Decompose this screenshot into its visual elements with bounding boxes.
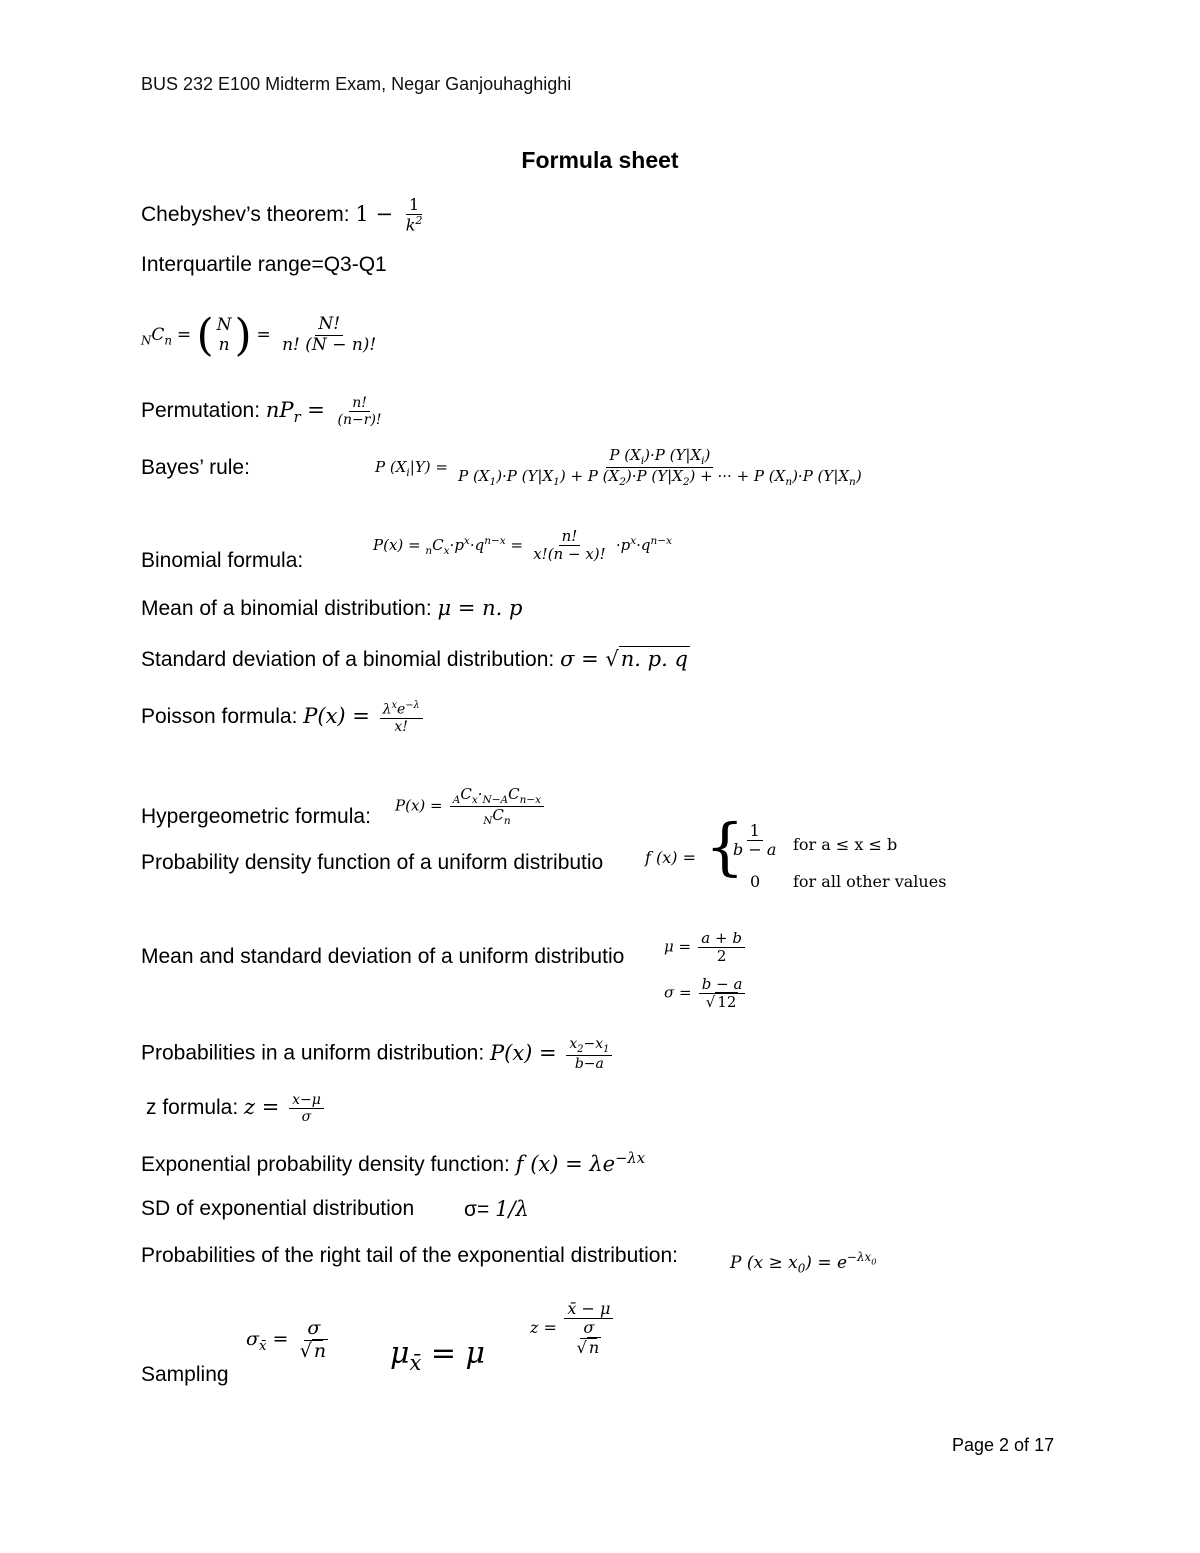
exp-pdf-row [141, 1150, 645, 1177]
binomial-mean-formula: μ = n. p [437, 596, 523, 620]
exp-sd-label: SD of exponential distribution [141, 1197, 415, 1220]
exp-right-tail-label: Probabilities of the right tail of the exponential distribution: [141, 1244, 678, 1267]
permutation-row [141, 395, 388, 428]
bayes-label: Bayes’ rule: [141, 456, 250, 479]
chebyshev-label: Chebyshev’s theorem: [141, 203, 350, 227]
z-formula: z = $\frac{x-\mu}{\sigma}$ [244, 1095, 327, 1119]
exp-right-tail-formula: P $(x \ge x_0) = e^{-\lambda x_0}$ [730, 1250, 877, 1276]
uniform-mean-sd-label: Mean and standard deviation of a uniform distributio [141, 945, 625, 968]
page-number: Page 2 of 17 [952, 1435, 1055, 1455]
iqr-label: Interquartile range=Q3-Q1 [141, 253, 387, 276]
bayes-formula: P $(X_i|Y)$ = $\frac{P (X_i)\cdot P (Y|X_i)}{P (X_1)\cdot P (Y|X_1) + P (X_2)\cdot P (Y|X_2) + \cdot\cdot\cdot + P (X_n)\cdot P (Y|X_n)}$ [375, 446, 862, 489]
binomial-mean-row [141, 596, 522, 621]
poisson-row [141, 700, 426, 735]
uniform-prob-label: Probabilities in a uniform distribution: [141, 1041, 485, 1065]
sampling-label: Sampling [141, 1363, 229, 1386]
sampling-z-formula: z = $\frac{x̄ - \mu}{\frac{\sigma}{√ n}}$ [530, 1300, 616, 1357]
uniform-mean-formula: μ = $\frac{a + b}{2}$ [664, 930, 748, 966]
binomial-sd-row [141, 647, 690, 672]
exp-pdf-formula: f $(x) = \lambda e^{-\lambda x}$ [515, 1150, 646, 1176]
hypergeometric-label: Hypergeometric formula: [141, 805, 371, 828]
page-title: Formula sheet [521, 147, 679, 173]
sampling-se-formula: $\sigma_{x̄}$ = $\frac{\sigma}{√ n}$ [246, 1317, 327, 1362]
uniform-prob-row [141, 1036, 615, 1072]
binomial-mean-label: Mean of a binomial distribution: [141, 597, 432, 620]
hypergeometric-formula: P(x) = $\frac{_AC_x\cdot_{N-A}C_{n-x}}{_NC_n}$ [395, 786, 547, 827]
exp-sd-formula: σ= 1/λ [464, 1197, 529, 1221]
z-formula-row [146, 1092, 327, 1125]
chebyshev-row [141, 196, 429, 235]
sampling-mean-formula: $\mu_{x̄} = \mu$ [390, 1336, 486, 1375]
poisson-formula: P(x) = $\frac{\lambda^xe^{-\lambda}}{x!}$ [303, 704, 425, 728]
page-header: BUS 232 E100 Midterm Exam, Negar Ganjouhaghighi [141, 74, 572, 94]
combination-formula: $_NC_n$ = ( N n ) = $\frac{N!}{n! (N - n)!}$ [141, 310, 377, 361]
binomial-sd-label: Standard deviation of a binomial distribution: [141, 648, 555, 671]
uniform-pdf-label: Probability density function of a uniform distributio [141, 851, 604, 874]
uniform-case-1: for a ≤ x ≤ b [793, 835, 898, 854]
chebyshev-formula: 1 − $\frac{1}{k^2}$ [355, 195, 423, 235]
poisson-label: Poisson formula: [141, 704, 298, 728]
binomial-sd-formula: σ = √n. p. q [560, 647, 688, 671]
uniform-case-2: for all other values [793, 872, 947, 891]
exp-pdf-label: Exponential probability density function: [141, 1153, 510, 1176]
z-formula-label: z formula: [146, 1096, 239, 1120]
uniform-prob-formula: P(x) = $\frac{x_2-x_1}{b-a}$ [490, 1041, 615, 1065]
permutation-label: Permutation: [141, 399, 261, 423]
binomial-label: Binomial formula: [141, 549, 304, 572]
binomial-formula: $P(x) = _nC_x\cdot p^x\cdot q^{n-x}$ = $\frac{n!}{x!(n - x)!}$ $\cdot p^x\cdot q^{n-x}$ [373, 527, 672, 564]
uniform-sd-formula: σ = $\frac{b - a}{√ 12}$ [664, 976, 748, 1012]
permutation-formula: $nP_r$ = $\frac{n!}{(n-r)!}$ [265, 395, 382, 429]
